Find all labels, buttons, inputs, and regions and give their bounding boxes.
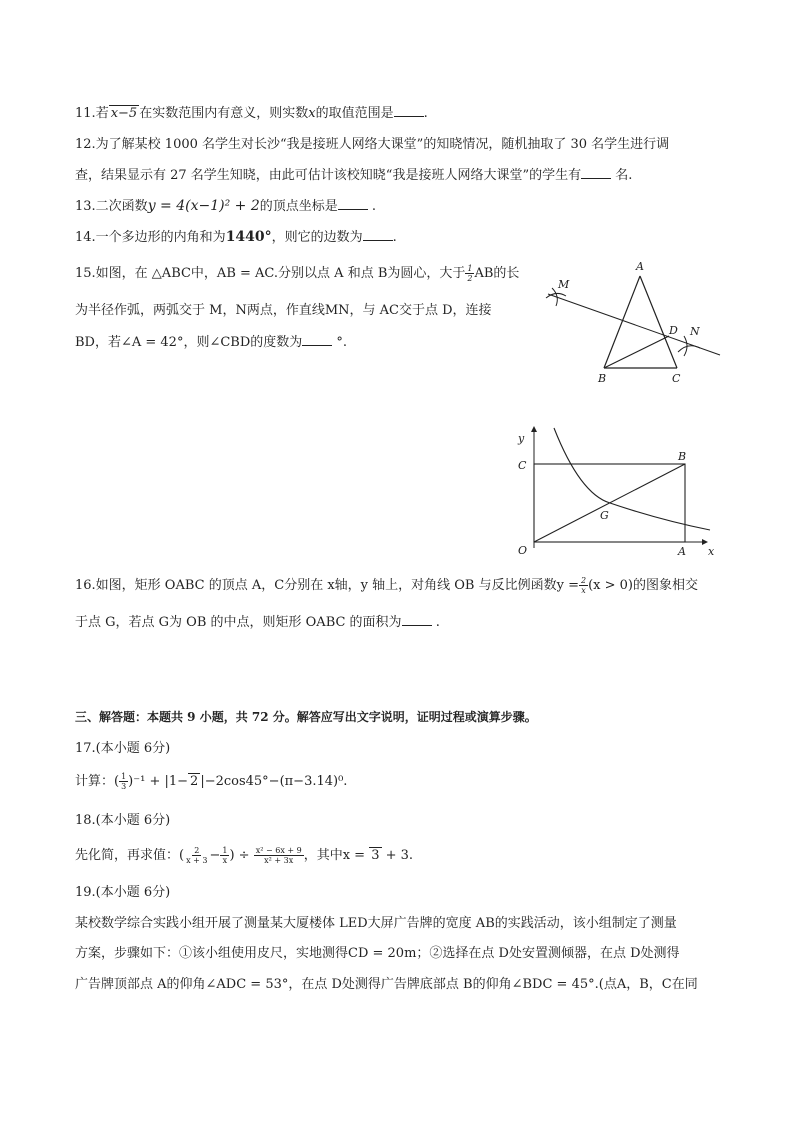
question-16-line1: [75, 576, 698, 595]
frac-denominator: x: [222, 856, 228, 865]
q18-fraction-1: [184, 846, 209, 865]
q18-radical: 3: [371, 848, 380, 863]
q11-end: .: [423, 106, 428, 121]
frac-numerator: 2: [580, 576, 587, 585]
q13-post: 的顶点坐标是: [259, 199, 338, 214]
question-12-line2: [75, 166, 632, 185]
frac-numerator: 2: [194, 846, 200, 855]
q17-fraction: [119, 772, 128, 791]
question-11: [75, 104, 428, 123]
q18-end: + 3.: [381, 848, 414, 863]
label-x: x: [708, 545, 715, 558]
q17-pre: 计算：(: [75, 774, 120, 789]
q16-text1b: (x > 0)的图象相交: [588, 578, 698, 593]
q17-radical: 2: [190, 774, 199, 789]
q17-expr1: )⁻¹ + |1−: [128, 774, 189, 789]
label-g: G: [600, 509, 609, 522]
question-15-line2: 为半径作弧，两弧交于 M，N两点，作直线MN，与 AC交于点 D，连接: [75, 303, 492, 318]
y-arrow: [531, 426, 537, 432]
q12-end: 名.: [615, 168, 633, 183]
q14-value: 1440°: [225, 229, 272, 245]
q18-div: ) ÷: [229, 848, 250, 863]
q11-post: 在实数范围内有意义，则实数: [139, 106, 309, 121]
q11-var: x: [308, 106, 316, 121]
section-heading: 三、解答题：本题共 9 小题，共 72 分。解答应写出文字说明，证明过程或演算步骤。: [75, 710, 537, 724]
question-19-line3: 广告牌顶部点 A的仰角∠ADC = 53°，在点 D处测得广告牌底部点 B的仰角∠BDC = 45°.(点A，B，C在同: [75, 977, 698, 992]
label-n: N: [690, 325, 700, 338]
q18-pre: 先化简，再求值：(: [75, 848, 185, 863]
q15-end: °.: [336, 335, 348, 350]
answer-blank: [581, 166, 611, 179]
q18-fraction-3: [254, 846, 304, 865]
q14-post: ，则它的边数为: [271, 230, 363, 245]
rectangle-figure: [510, 424, 720, 560]
label-m: M: [558, 278, 570, 291]
question-18-expr: [75, 846, 413, 865]
label-c: C: [672, 372, 681, 385]
q15-text1: 15.如图，在 △ABC中，AB = AC.分别以点 A 和点 B为圆心，大于: [75, 266, 466, 281]
frac-numerator: x² − 6x + 9: [255, 846, 302, 855]
q17-expr2: |−2cos45°−(π−3.14)⁰.: [200, 774, 348, 789]
answer-blank: [363, 228, 393, 241]
frac-denominator: 2: [467, 274, 473, 283]
q16-text1: 16.如图，矩形 OABC 的顶点 A，C分别在 x轴，y 轴上，对角线 OB 与反比例函数y =: [75, 578, 579, 593]
label-b: B: [678, 450, 687, 463]
label-d: D: [669, 324, 678, 337]
frac-denominator: x² + 3x: [264, 856, 294, 865]
q14-end: .: [392, 230, 397, 245]
question-15-line3: [75, 333, 347, 352]
label-a: A: [678, 545, 686, 558]
label-b: B: [598, 372, 607, 385]
q13-end: .: [371, 199, 377, 214]
label-c: C: [518, 459, 527, 472]
q18-minus: −: [209, 848, 221, 863]
question-13: [75, 197, 376, 216]
question-17-expr: [75, 772, 347, 791]
q12-text: 查，结果显示有 27 名学生知晓，由此可估计该校知晓“我是接班人网络大课堂”的学生有: [75, 168, 582, 183]
arc-n2: [678, 346, 700, 352]
question-14: [75, 228, 397, 247]
q11-radical: x−5: [110, 106, 138, 121]
label-a: A: [636, 260, 644, 273]
answer-blank: [394, 104, 424, 117]
q16-end: .: [435, 615, 440, 630]
frac-denominator: x: [581, 586, 586, 595]
question-12-line1: 12.为了解某校 1000 名学生对长沙“我是接班人网络大课堂”的知晓情况，随机抽取了 30 名学生进行调: [75, 137, 670, 152]
q16-text2: 于点 G，若点 G为 OB 的中点，则矩形 OABC 的面积为: [75, 615, 402, 630]
frac-numerator: 1: [222, 846, 228, 855]
q11-number: 11.: [75, 106, 96, 121]
answer-blank: [402, 613, 432, 626]
q14-pre: 14.一个多边形的内角和为: [75, 230, 226, 245]
label-y: y: [518, 432, 525, 445]
q15-text1b: AB的长: [474, 266, 520, 281]
frac-numerator: 1: [121, 772, 127, 781]
frac-denominator: x + 3: [186, 856, 208, 865]
side-ac: [640, 276, 677, 368]
answer-blank: [338, 197, 368, 210]
q13-formula: y = 4(x−1)² + 2: [147, 198, 260, 214]
hyperbola: [554, 428, 710, 530]
question-19-line2: 方案，步骤如下：①该小组使用皮尺，实地测得CD = 20m；②选择在点 D处安置测倾器，在点 D处测得: [75, 946, 680, 961]
frac-numerator: 1: [467, 264, 473, 273]
question-16-line2: [75, 613, 440, 632]
q18-mid: ，其中x =: [303, 848, 366, 863]
question-18-head: 18.(本小题 6分): [75, 813, 171, 828]
q15-text3: BD，若∠A = 42°，则∠CBD的度数为: [75, 335, 303, 350]
q11-tail: 的取值范围是: [315, 106, 394, 121]
question-19-head: 19.(本小题 6分): [75, 885, 171, 900]
frac-denominator: 3: [121, 782, 127, 791]
question-15-line1: [75, 264, 519, 283]
q11-pre: 若: [95, 106, 109, 121]
question-19-line1: 某校数学综合实践小组开展了测量某大厦楼体 LED大屏广告牌的宽度 AB的实践活动，该小组制定了测量: [75, 916, 677, 931]
q16-fraction: [579, 576, 588, 595]
triangle-figure: [538, 256, 728, 388]
answer-blank: [302, 333, 332, 346]
label-o: O: [518, 544, 528, 557]
segment-bd: [604, 336, 669, 368]
q13-pre: 13.二次函数: [75, 199, 148, 214]
question-17-head: 17.(本小题 6分): [75, 741, 171, 756]
side-ab: [604, 276, 640, 368]
